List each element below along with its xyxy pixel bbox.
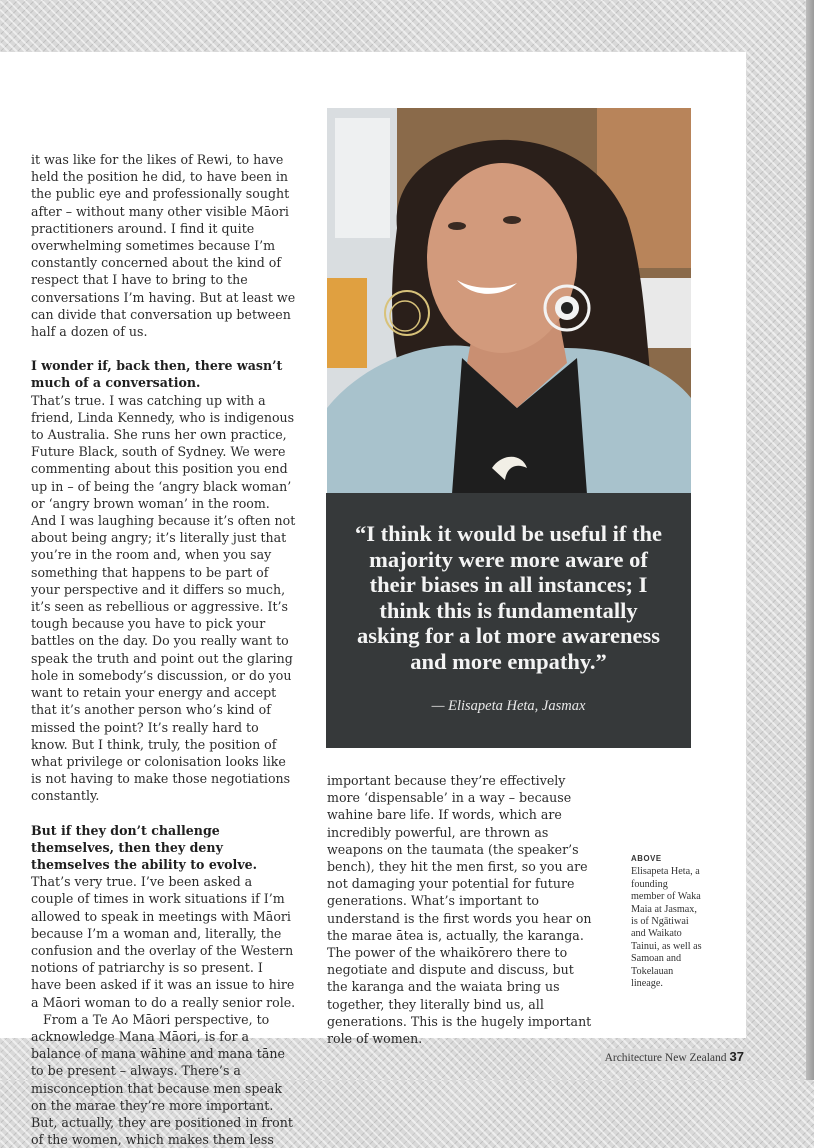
pull-quote-attribution: — Elisapeta Heta, Jasmax [431, 698, 586, 714]
article-paragraph: it was like for the likes of Rewi, to have held the position he did, to have been in the public eye and professionally sought after – without many other visible Māori practitioners around. I find it quite overwhelming sometimes because I’m constantly concerned about the kind of respect that I have to bring to the conversations I’m having. But at least we can divide that conversation up between half a dozen of us. [31, 152, 296, 340]
pull-quote-text: “I think it would be useful if the majority were more aware of their biases in all instances; I think this is fundamentally asking for a lot more awareness and more empathy.” [355, 521, 662, 674]
page-binding-edge [806, 0, 814, 1080]
page-footer [601, 1049, 746, 1064]
portrait-illustration [327, 108, 691, 494]
interview-question: I wonder if, back then, there wasn’t much of a conversation. [31, 358, 283, 391]
article-paragraph: From a Te Ao Māori perspective, to acknowledge Mana Māori, is for a balance of mana wāhine and mana tāne to be present – always. There’s a misconception that because men speak on the marae they’re more important. But, actually, they are positioned in front of the women, which makes them less [31, 1011, 293, 1148]
pull-quote-box [326, 493, 691, 748]
article-column-right [327, 772, 592, 1047]
photo-caption [631, 853, 703, 990]
interview-question: But if they don’t challenge themselves, then they deny themselves the ability to evolve. [31, 822, 258, 872]
page-number: 37 [729, 1049, 744, 1064]
article-paragraph: That’s very true. I’ve been asked a couple of times in work situations if I’m allowed to speak in meetings with Māori because I’m a woman and, literally, the confusion and the overlay of the Western notions of patriarchy is so present. I have been asked if it was an issue to hire a Māori woman to do a really senior role. [31, 874, 296, 1010]
article-paragraph: important because they’re effectively more ‘dispensable’ in a way – because wahine bare life. If words, which are incredibly powerful, are thrown as weapons on the taumata (the speaker’s bench), they hit the men first, so you are not damaging your potential for future generations. What’s important to understand is the first words you hear on the marae ātea is, actually, the karanga. The power of the whaikōrero there to negotiate and dispute and discuss, but the karanga and the waiata bring us together, they literally bind us, all generations. This is the hugely important role of women. [327, 773, 592, 1047]
article-column-left [31, 151, 296, 1148]
caption-label: ABOVE [631, 854, 662, 863]
publication-name: Architecture New Zealand [604, 1052, 727, 1064]
portrait-photo [327, 108, 691, 494]
article-paragraph: That’s true. I was catching up with a friend, Linda Kennedy, who is indigenous to Australia. She runs her own practice, Future Black, south of Sydney. We were commenting about this position you end up in – of being the ‘angry black woman’ or ‘angry brown woman’ in the room. And I was laughing because it’s often not about being angry; it’s literally just that you’re in the room and, when you say something that happens to be part of your perspective and it differs so much, it’s seen as rebellious or aggressive. It’s tough because you have to pick your battles on the day. Do you really want to speak the truth and point out the glaring hole in somebody’s discussion, or do you want to retain your energy and accept that it’s another person who’s kind of missed the point? It’s really hard to know. But I think, truly, the position of what privilege or colonisation looks like is not having to make those negotiations constantly. [31, 392, 296, 804]
caption-text: Elisapeta Heta, a founding member of Waka Maia at Jasmax, is of Ngātiwai and Waikato Tainui, as well as Samoan and Tokelauan lineage. [631, 866, 702, 990]
